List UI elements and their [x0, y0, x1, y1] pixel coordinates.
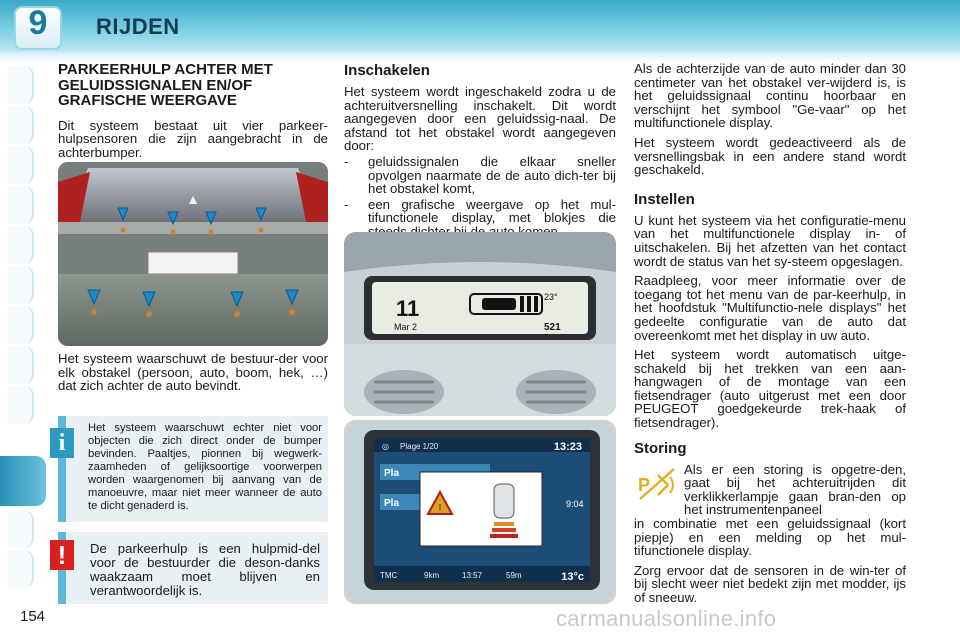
- chapter-number: 9: [28, 4, 48, 42]
- page-number: 154: [20, 608, 46, 625]
- watermark: carmanualsonline.info: [556, 606, 777, 631]
- section-inschakelen-title: Inschakelen: [344, 62, 430, 79]
- svg-text:◎: ◎: [382, 442, 389, 451]
- danger-paragraph: Als de achterzijde van de auto minder dan 30 centimeter van het obstakel ver-wijderd is, is het geluidssignaal continu hoorbaar en verschijnt het symbool "Ge-vaar" op het multifunctionele display.: [634, 61, 906, 131]
- storing-rest: in combinatie met een geluidssignaal (kort piepje) en een melding op het mul-tifunctionele display.: [634, 516, 906, 559]
- bullet-dash: -: [344, 153, 349, 169]
- info-note-box: [58, 416, 328, 522]
- display-track: Plage 1/20: [400, 442, 439, 451]
- list-item-text: een grafische weergave op het mul-tifunctionele display, met blokjes die: [368, 196, 616, 226]
- svg-text:!: !: [438, 503, 442, 514]
- menu-paragraph: Raadpleeg, voor meer informatie over de toegang tot het menu van de par-keerhulp, in het hoofdstuk "Multifunctio-nele displays" het gedeelte configuratie van de auto dat overeenkomt met het display in uw auto.: [634, 273, 906, 343]
- inschakelen-intro: Het systeem wordt ingeschakeld zodra u de achteruitversnelling inschakelt. Dit wordt aangegeven door een geluidssig-naal. De afstand tot het obstakel wordt aangegeven door:: [344, 84, 616, 154]
- display-big-number: 11: [396, 296, 420, 321]
- chapter-tab[interactable]: [8, 226, 34, 264]
- rear-bumper-sensors-photo: [58, 162, 328, 346]
- display-time2: 9:04: [566, 499, 584, 509]
- display-date: Mar 2: [394, 322, 418, 332]
- warning-light-icon: [634, 463, 680, 507]
- trailer-paragraph: Het systeem wordt automatisch uitge-schakeld bij het trekken van een aan-hangwagen of de montage van een fietsendrager (auto uitgerust met een door PEUGEOT goedgekeurde trek-haak of fietsendrager).: [634, 347, 906, 431]
- chapter-tabs: [0, 62, 46, 622]
- chapter-tab[interactable]: [8, 510, 34, 548]
- chapter-tab[interactable]: [8, 266, 34, 304]
- list-item: [344, 155, 616, 196]
- info-note-text: Het systeem waarschuwt echter niet voor objecten die zich direct onder de bumper bevinden. Paaltjes, pionnen bij wegwerk-zaamheden of gelijksoortige voorwerpen worden waargenomen bij aanvang van de manoeuvre, maar niet meer wanneer de auto te dicht genaderd is.: [88, 422, 322, 512]
- rear-bumper-illustration: [58, 162, 328, 346]
- column-1: [58, 62, 328, 159]
- warning-note-box: [58, 532, 328, 604]
- svg-text:P: P: [638, 474, 651, 495]
- chapter-tab[interactable]: [8, 186, 34, 224]
- section-title: PARKEERHULP ACHTER MET GELUIDSSIGNALEN EN/OF GRAFISCHE WEERGAVE: [58, 61, 273, 109]
- warning-note-text: De parkeerhulp is een hulpmid-del voor de bestuurder die deson-danks waakzaam moet blijven en verantwoordelijk is.: [90, 541, 320, 598]
- display-clock: 13:23: [553, 441, 582, 453]
- section-storing-title: Storing: [634, 439, 687, 457]
- chapter-tab-active[interactable]: [0, 456, 46, 506]
- chapter-tab[interactable]: [8, 386, 34, 424]
- chapter-tab[interactable]: [8, 146, 34, 184]
- parking-fault-warning-light-icon: [634, 463, 684, 511]
- display-odometer: 521: [544, 322, 561, 333]
- display-temp: 23°: [544, 292, 558, 302]
- list-item-text: geluidssignalen die elkaar sneller opvolgen naarmate de de auto dich-ter bij het obstakel komt,: [368, 153, 616, 197]
- display-temp2: 13°c: [561, 571, 584, 583]
- color-display-illustration: [344, 420, 616, 604]
- chapter-tab[interactable]: [8, 66, 34, 104]
- storing-row: [634, 463, 906, 517]
- chapter-tab[interactable]: [8, 106, 34, 144]
- chapter-title: RIJDEN: [96, 14, 180, 39]
- chapter-tab[interactable]: [8, 550, 34, 588]
- monochrome-display-photo: [344, 232, 616, 416]
- section-instellen-title: Instellen: [634, 190, 695, 208]
- sensors-winter-paragraph: Zorg ervoor dat de sensoren in de win-ter of bij slecht weer niet bedekt zijn met modder, ijs of sneeuw.: [634, 562, 906, 605]
- display-time3: 13:57: [462, 571, 483, 580]
- column-3: [634, 62, 906, 605]
- instellen-paragraph: U kunt het systeem via het configuratie-menu van het multifunctionele display in- of uitschakelen. Bij het afzetten van het contact wordt de status van het sy-steem opgeslagen.: [634, 212, 906, 269]
- display-dist: 9km: [424, 571, 440, 580]
- warning-paragraph: Het systeem waarschuwt de bestuur-der voor elk obstakel (persoon, auto, boom, hek, …) dat zich achter de auto bevindt.: [58, 351, 328, 394]
- warning-icon: !: [50, 540, 74, 570]
- color-display-photo: [344, 420, 616, 604]
- intro-paragraph: Dit systeem bestaat uit vier parkeer-hulpsensoren die zijn aangebracht in de achterbumper.: [58, 117, 328, 160]
- deactivation-paragraph: Het systeem wordt gedeactiveerd als de versnellingsbak in een andere stand wordt geschakeld.: [634, 134, 906, 178]
- svg-text:▲: ▲: [186, 191, 200, 207]
- chapter-tab[interactable]: [8, 306, 34, 344]
- display-row1: Pla: [384, 468, 400, 479]
- display-row2: Pla: [384, 498, 400, 509]
- monochrome-display-illustration: [344, 232, 616, 416]
- bullet-dash: -: [344, 196, 349, 212]
- display-dist2: 59m: [506, 571, 522, 580]
- display-status: TMC: [380, 571, 398, 580]
- column-2: [344, 62, 616, 239]
- info-icon: i: [50, 428, 74, 458]
- chapter-tab[interactable]: [8, 346, 34, 384]
- storing-lead: Als er een storing is opgetre-den, gaat bij het achteruitrijden dit verklikkerlampje gaan bran-den op het instrumentenpaneel: [684, 461, 906, 518]
